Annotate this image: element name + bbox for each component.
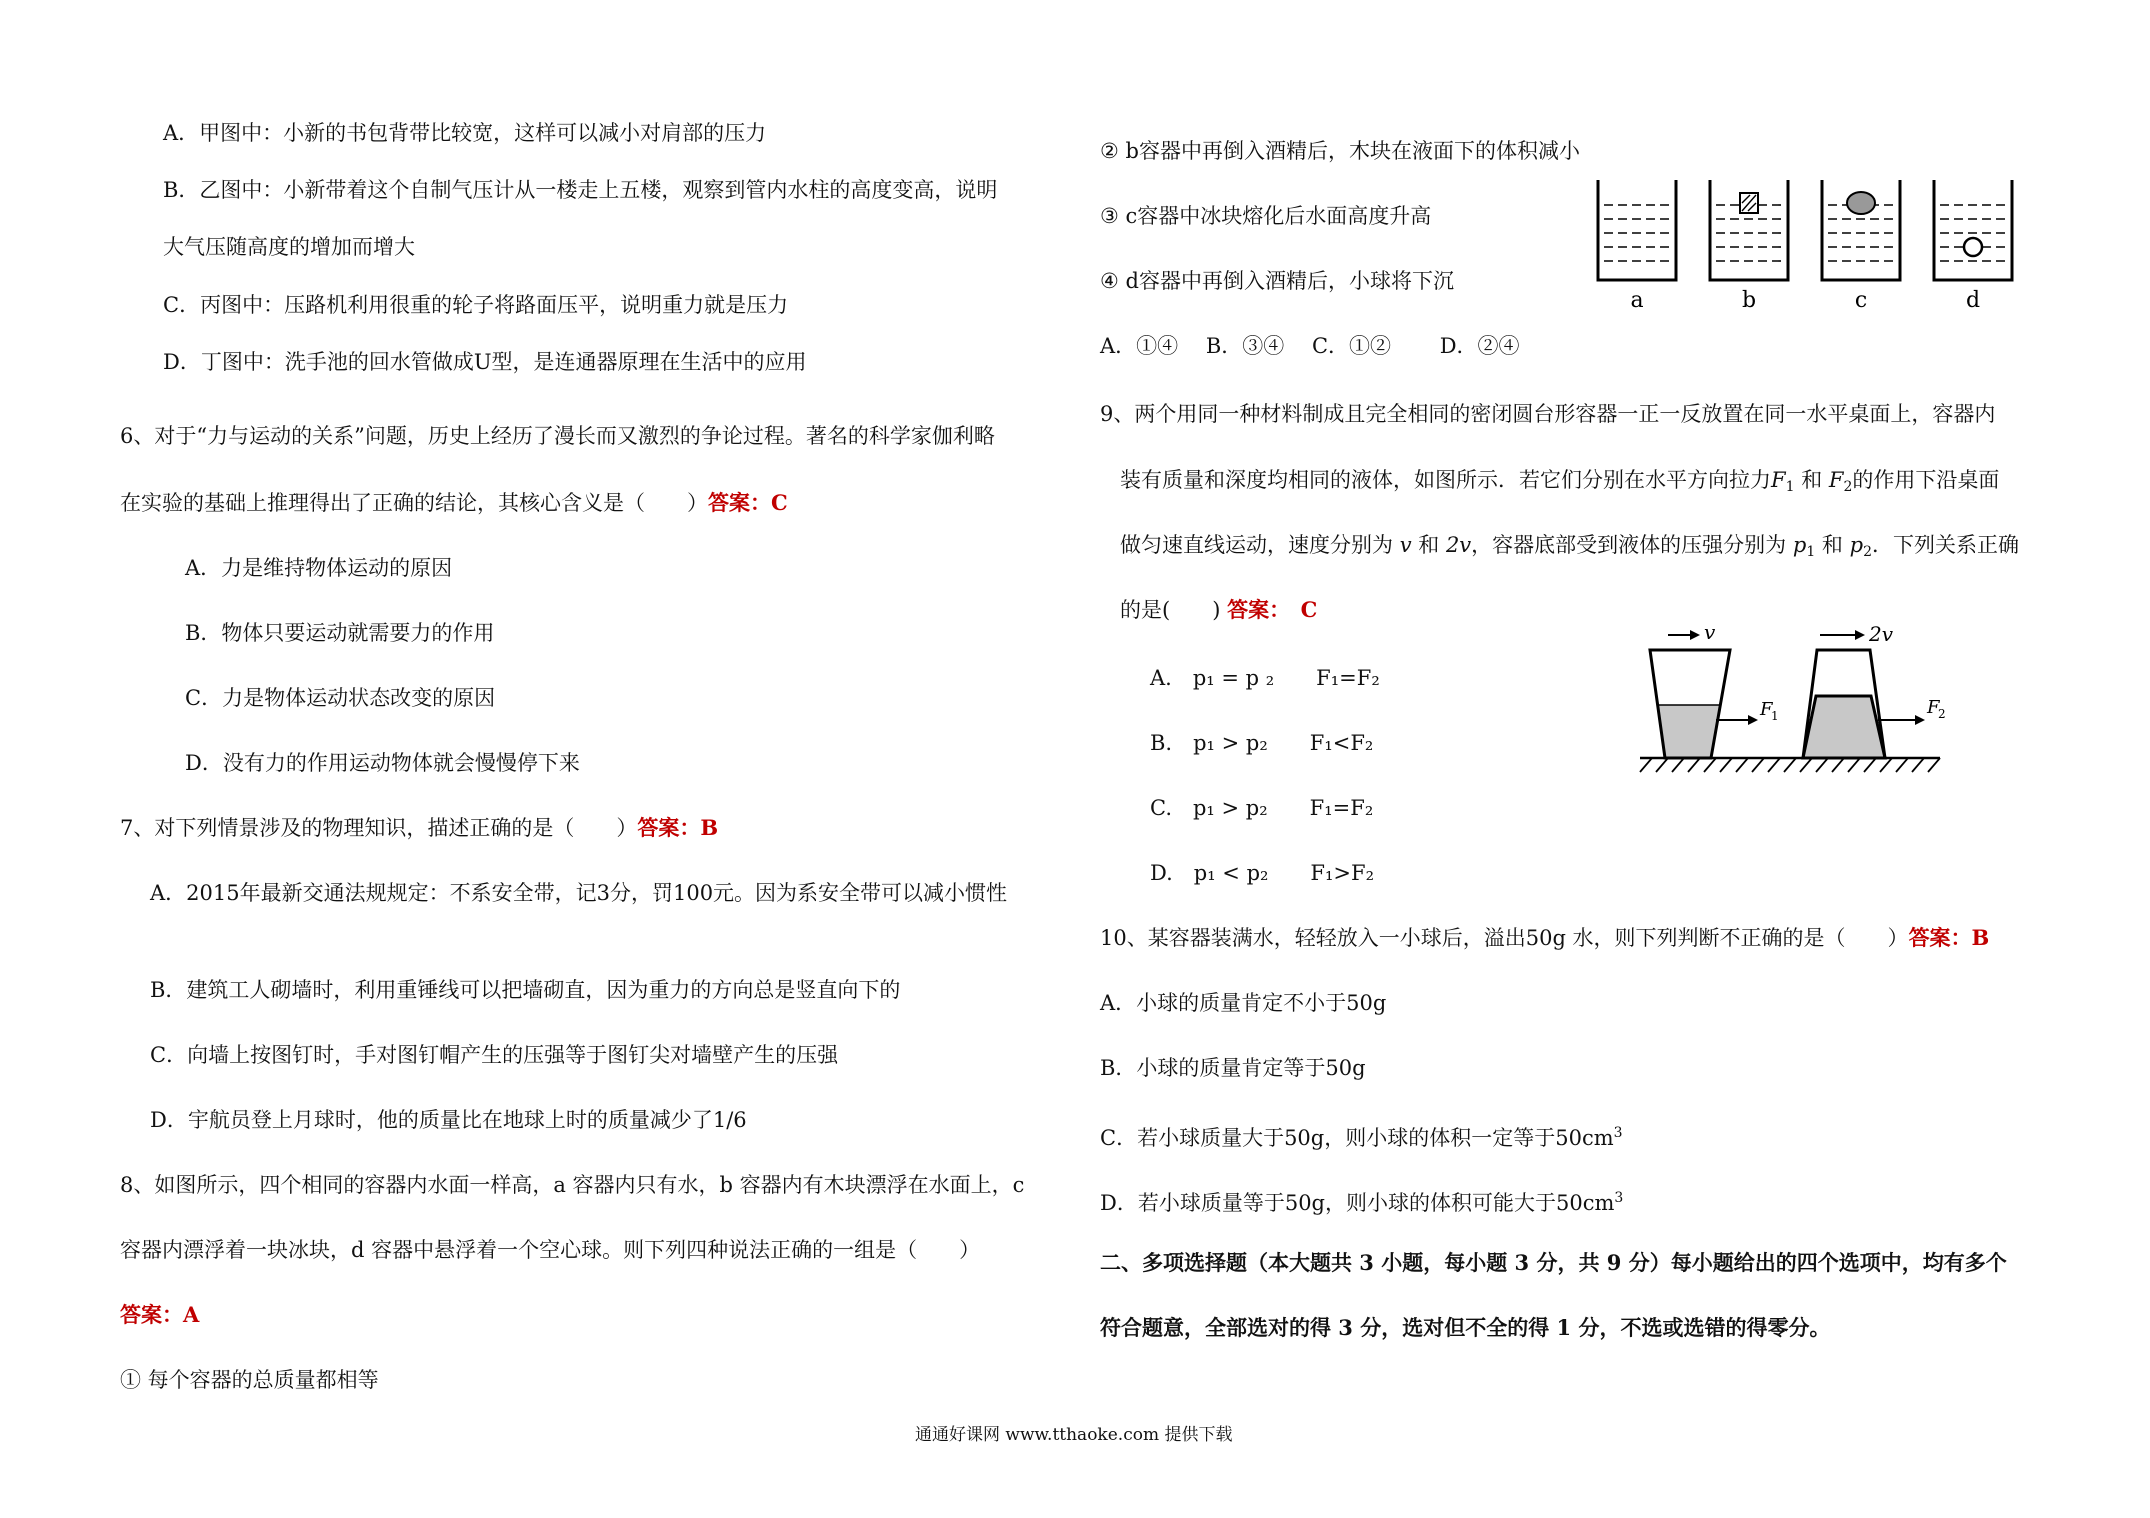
q8-statement-3: ③ c容器中冰块熔化后水面高度升高 (1100, 204, 1432, 228)
label-F1: F (1760, 699, 1773, 720)
q9-stem-line3 (1120, 530, 2019, 567)
section2-line2: 符合题意，全部选对的得 3 分，选对但不全的得 1 分，不选或选错的得零分。 (1100, 1315, 1831, 1340)
q6-stem-text: 在实验的基础上推理得出了正确的结论，其核心含义是（ ） (120, 491, 708, 515)
q8-stem-line1: 8、如图所示，四个相同的容器内水面一样高，a 容器内只有水，b 容器内有木块漂浮在水面上，c (120, 1173, 1025, 1197)
q9-text-3b: 和 (1418, 533, 1440, 557)
q8-containers-figure (1590, 175, 2030, 315)
q9-text-3d: 和 (1821, 533, 1843, 557)
q9-stem-line1: 9、两个用同一种材料制成且完全相同的密闭圆台形容器一正一反放置在同一水平桌面上，容器内 (1100, 402, 1996, 426)
q7-option-b: B．建筑工人砌墙时，利用重锤线可以把墙砌直，因为重力的方向总是竖直向下的 (150, 978, 901, 1002)
label-F1-sub: 1 (1771, 709, 1779, 723)
q10-option-c-sup: 3 (1613, 1125, 1623, 1141)
q9-text-2b: 和 (1801, 468, 1823, 492)
q7-option-a: A．2015年最新交通法规规定：不系安全带，记3分，罚100元。因为系安全带可以减小惯性 (150, 881, 1008, 905)
q9-p2: p (1849, 533, 1864, 557)
q7-option-d: D．宇航员登上月球时，他的质量比在地球上时的质量减少了1/6 (150, 1108, 747, 1132)
q9-p1: p (1792, 533, 1807, 557)
container-a (1598, 180, 1676, 280)
q10-option-b: B．小球的质量肯定等于50g (1100, 1056, 1366, 1080)
q9-stem-line4 (1120, 595, 1317, 625)
q10-option-d-text: D．若小球质量等于50g，则小球的体积可能大于50cm (1100, 1191, 1615, 1215)
section2-line1: 二、多项选择题（本大题共 3 小题，每小题 3 分，共 9 分）每小题给出的四个选项中，均有多个 (1100, 1250, 2007, 1275)
q9-p2-sub: 2 (1863, 544, 1872, 560)
q9-p1-sub: 1 (1806, 544, 1816, 560)
q9-text-3c: ，容器底部受到液体的压强分别为 (1471, 533, 1787, 557)
q10-option-d (1100, 1183, 1623, 1218)
q10-option-c (1100, 1118, 1623, 1153)
q9-option-a: A. p₁ = p ₂ F₁=F₂ (1150, 666, 1380, 690)
q8-stem-line2: 容器内漂浮着一块冰块，d 容器中悬浮着一个空心球。则下列四种说法正确的一组是（ ） (120, 1238, 981, 1262)
label-b: b (1741, 288, 1757, 313)
label-a: a (1630, 288, 1644, 313)
q9-v: v (1399, 533, 1412, 557)
q5-option-d: D．丁图中：洗手池的回水管做成U型，是连通器原理在生活中的应用 (163, 350, 807, 374)
q10-option-a: A．小球的质量肯定不小于50g (1100, 991, 1387, 1015)
q7-stem-text: 7、对下列情景涉及的物理知识，描述正确的是（ ） (120, 816, 638, 840)
q9-text-3e: ．下列关系正确 (1871, 533, 2019, 557)
q9-text-4: 的是( ) (1120, 598, 1221, 622)
q9-stem-line2 (1120, 465, 1999, 502)
q10-stem (1100, 923, 1989, 953)
q5-option-a: A．甲图中：小新的书包背带比较宽，这样可以减小对肩部的压力 (163, 121, 767, 145)
q10-stem-text: 10、某容器装满水，轻轻放入一小球后，溢出50g 水，则下列判断不正确的是（ ） (1100, 926, 1909, 950)
q8-answer: 答案：A (120, 1302, 200, 1327)
q9-frustum-figure (1630, 615, 1960, 790)
q9-text-2c: 的作用下沿桌面 (1852, 468, 2000, 492)
q8-options: A．①④ B．③④ C．①② D．②④ (1100, 334, 1520, 358)
label-c: c (1854, 288, 1868, 313)
label-F2-sub: 2 (1938, 707, 1946, 721)
q9-answer: 答案： C (1227, 597, 1318, 622)
q6-stem-line2 (120, 488, 788, 518)
q7-option-c: C．向墙上按图钉时，手对图钉帽产生的压强等于图钉尖对墙壁产生的压强 (150, 1043, 839, 1067)
q7-answer: 答案：B (637, 815, 719, 840)
q8-statement-4: ④ d容器中再倒入酒精后，小球将下沉 (1100, 269, 1454, 293)
q10-answer: 答案：B (1908, 925, 1990, 950)
hollow-ball (1964, 238, 1982, 256)
liquid-right (1803, 696, 1885, 758)
q6-stem-line1: 6、对于“力与运动的关系”问题，历史上经历了漫长而又激烈的争论过程。著名的科学家伽利略 (120, 424, 995, 448)
q9-2v: 2v (1445, 533, 1472, 557)
liquid-left (1657, 705, 1719, 758)
label-v: v (1704, 620, 1716, 644)
q10-option-c-text: C．若小球质量大于50g，则小球的体积一定等于50cm (1100, 1126, 1614, 1150)
q8-statement-1: ① 每个容器的总质量都相等 (120, 1368, 379, 1392)
q6-option-b: B．物体只要运动就需要力的作用 (185, 621, 495, 645)
container-d (1934, 180, 2012, 280)
water-lines (1604, 205, 2008, 261)
q9-option-b: B. p₁ > p₂ F₁<F₂ (1150, 731, 1374, 755)
q6-option-a: A．力是维持物体运动的原因 (185, 556, 453, 580)
q9-option-d: D. p₁ < p₂ F₁>F₂ (1150, 861, 1375, 885)
q9-F1: F (1771, 468, 1786, 492)
q10-option-d-sup: 3 (1614, 1190, 1624, 1206)
q8-statement-2: ② b容器中再倒入酒精后，木块在液面下的体积减小 (1100, 139, 1580, 163)
q9-text-3a: 做匀速直线运动，速度分别为 (1120, 533, 1393, 557)
q6-option-d: D．没有力的作用运动物体就会慢慢停下来 (185, 751, 580, 775)
q7-stem (120, 813, 718, 843)
label-2v: 2v (1869, 622, 1894, 646)
ground-hatching (1640, 758, 1940, 772)
label-F2: F (1927, 697, 1940, 718)
q9-F2-sub: 2 (1843, 479, 1853, 495)
q9-text-2a: 装有质量和深度均相同的液体，如图所示．若它们分别在水平方向拉力 (1120, 468, 1771, 492)
ice-block (1847, 192, 1875, 214)
q9-option-c: C. p₁ > p₂ F₁=F₂ (1150, 796, 1374, 820)
label-d: d (1965, 288, 1981, 313)
q6-option-c: C．力是物体运动状态改变的原因 (185, 686, 496, 710)
footer-credit: 通通好课网 www.tthaoke.com 提供下载 (915, 1425, 1233, 1445)
q9-F1-sub: 1 (1785, 479, 1795, 495)
q5-option-b-line1: B．乙图中：小新带着这个自制气压计从一楼走上五楼，观察到管内水柱的高度变高，说明 (163, 178, 998, 202)
q9-F2: F (1828, 468, 1844, 492)
q5-option-b-line2: 大气压随高度的增加而增大 (163, 235, 415, 259)
q6-answer: 答案：C (708, 490, 788, 515)
q5-option-c: C．丙图中：压路机利用很重的轮子将路面压平，说明重力就是压力 (163, 293, 789, 317)
